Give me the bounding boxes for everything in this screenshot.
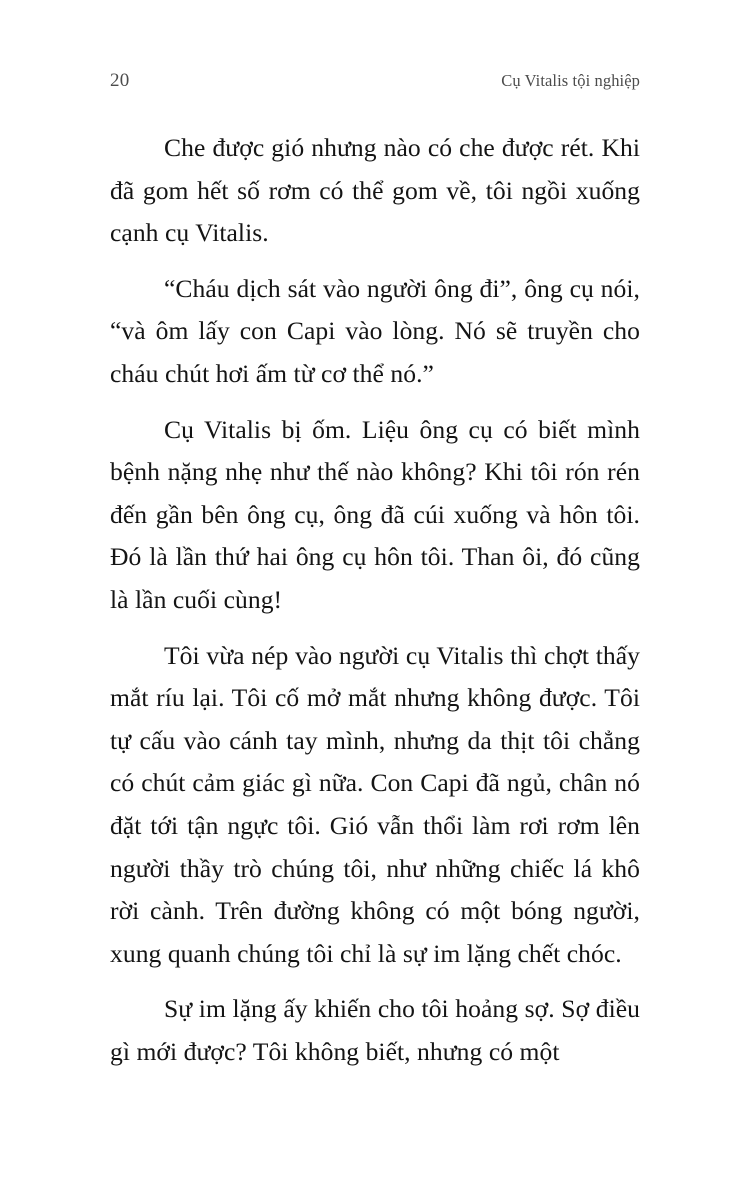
running-head [110, 68, 640, 94]
paragraph: “Cháu dịch sát vào người ông đi”, ông cụ nói, “và ôm lấy con Capi vào lòng. Nó sẽ truyền cho cháu chút hơi ấm từ cơ thể nó.” [110, 273, 640, 388]
running-title: Cụ Vitalis tội nghiệp [501, 71, 640, 90]
body-text-block [110, 127, 640, 1073]
paragraph: Tôi vừa nép vào người cụ Vitalis thì chợt thấy mắt ríu lại. Tôi cố mở mắt nhưng không được. Tôi tự cấu vào cánh tay mình, nhưng da thịt tôi chẳng có chút cảm giác gì nữa. Con Capi đã ngủ, chân nó đặt tới tận ngực tôi. Gió vẫn thổi làm rơi rơm lên người thầy trò chúng tôi, như những chiếc lá khô rời cành. Trên đường không có một bóng người, xung quanh chúng tôi chỉ là sự im lặng chết chóc. [110, 640, 640, 968]
paragraph: Che được gió nhưng nào có che được rét. Khi đã gom hết số rơm có thể gom về, tôi ngồi xuống cạnh cụ Vitalis. [110, 133, 640, 248]
paragraph: Cụ Vitalis bị ốm. Liệu ông cụ có biết mình bệnh nặng nhẹ như thế nào không? Khi tôi rón rén đến gần bên ông cụ, ông đã cúi xuống và hôn tôi. Đó là lần thứ hai ông cụ hôn tôi. Than ôi, đó cũng là lần cuối cùng! [110, 414, 640, 614]
page-number: 20 [110, 70, 130, 91]
paragraph: Sự im lặng ấy khiến cho tôi hoảng sợ. Sợ điều gì mới được? Tôi không biết, nhưng có một [110, 994, 640, 1066]
